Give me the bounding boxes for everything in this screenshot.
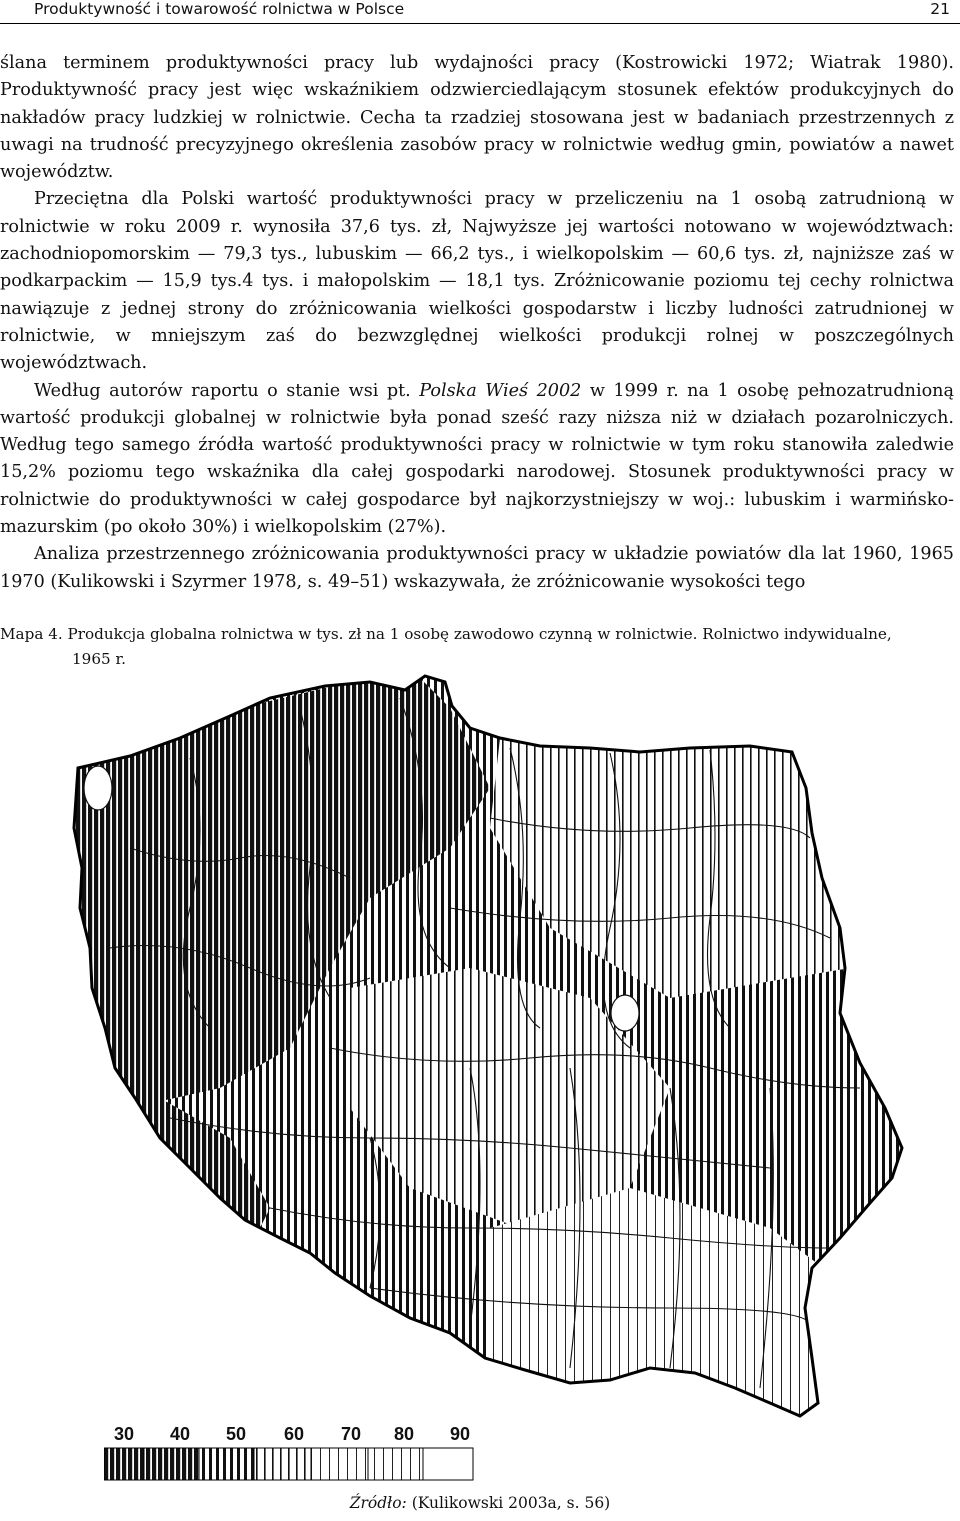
paragraph-3 <box>0 378 954 542</box>
poland-map <box>70 668 960 1448</box>
running-head <box>0 0 960 24</box>
source-text: (Kulikowski 2003a, s. 56) <box>411 1494 611 1512</box>
legend-swatch-6 <box>368 1448 423 1480</box>
caption-label: Mapa 4. <box>0 625 63 643</box>
paragraph-1: ślana terminem produktywności pracy lub wydajności pracy (Kostrowicki 1972; Wiatrak 1980). Produktywność pracy jest więc wskaźnikiem odzwierciedlającym stosunek efektów produkcyjnych do nakładów pracy ludzkiej w rolnictwie. Cecha ta rzadziej stosowana jest w badaniach przestrzennych z uwagi na trudność precyzyjnego określenia zasobów pracy w rolnictwie według gmin, powiatów a nawet województw. <box>0 53 954 183</box>
legend-swatch-2 <box>144 1448 199 1480</box>
legend-swatch-5 <box>311 1448 368 1480</box>
paragraph-4: Analiza przestrzennego zróżnicowania produktywności pracy w układzie powiatów dla lat 1960, 1965 1970 (Kulikowski i Szyrmer 1978, s. 49–51) wskazywała, że zróżnicowanie wysokości tego <box>0 544 954 592</box>
poland-map-figure <box>70 668 960 1448</box>
legend-label-60: 60 <box>284 1424 305 1444</box>
body-text <box>0 50 954 596</box>
paragraph-3-end: w 1999 r. na 1 osobę pełnozatrudnioną wartość produkcji globalnej w rolnictwie była ponad sześć razy niższa niż w działach pozarolniczych. Według tego samego źródła wartość produktywności pracy w rolnictwie w tym roku stanowiła zaledwie 15,2% poziomu tego wskaźnika dla całej gospodarki narodowej. Stosunek produktywności pracy w rolnictwie do produktywności w całej gospodarce był najkorzystniejszy w woj.: lubuskim i warmińsko-mazurskim (po około 30%) i wielkopolskim (27%). <box>0 380 954 538</box>
caption-text-line2: 1965 r. <box>72 650 126 668</box>
legend-swatch-4 <box>254 1448 311 1480</box>
running-head-title: Produktywność i towarowość rolnictwa w Polsce <box>34 0 405 18</box>
legend-label-80: 80 <box>394 1424 415 1444</box>
map-caption <box>0 622 956 672</box>
map-legend <box>104 1420 484 1490</box>
header-rule <box>0 23 960 24</box>
paragraph-2: Przeciętna dla Polski wartość produktywności pracy w przeliczeniu na 1 osobą zatrudnioną w rolnictwie w roku 2009 r. wynosiła 37,6 tys. zł, Najwyższe jej wartości notowano w województwach: zachodniopomorskim — 79,3 tys., lubuskim — 66,2 tys., i wielkopolskim — 60,6 tys. zł, najniższe zaś w podkarpackim — 15,9 tys.4 tys. i małopolskim — 18,1 tys. Zróżnicowanie poziomu tej cechy rolnictwa nawiązuje z jednej strony do zróżnicowania wielkości gospodarstw i liczby ludności zatrudnionej w rolnictwie, w mniejszym zaś do bezwzględnej wielkości produkcji rolnej w poszczególnych województwach. <box>0 189 954 374</box>
legend-label-40: 40 <box>170 1424 191 1444</box>
figure-source <box>0 1494 960 1512</box>
legend-label-70: 70 <box>341 1424 362 1444</box>
legend-label-90: 90 <box>450 1424 471 1444</box>
report-title: Polska Wieś 2002 <box>419 380 582 401</box>
legend-swatch-3 <box>199 1448 254 1480</box>
legend-swatch-7 <box>423 1448 473 1480</box>
legend-swatch-1 <box>104 1448 144 1480</box>
legend-scale <box>104 1420 484 1490</box>
caption-text: Produkcja globalna rolnictwa w tys. zł na 1 osobę zawodowo czynną w rolnictwie. Rolnictwo indywidualne, <box>67 625 892 643</box>
paragraph-3-start: Według autorów raportu o stanie wsi pt. <box>34 380 420 401</box>
source-label: Źródło: <box>349 1494 407 1512</box>
legend-label-30: 30 <box>114 1424 135 1444</box>
legend-label-50: 50 <box>226 1424 247 1444</box>
page-number: 21 <box>930 0 950 18</box>
